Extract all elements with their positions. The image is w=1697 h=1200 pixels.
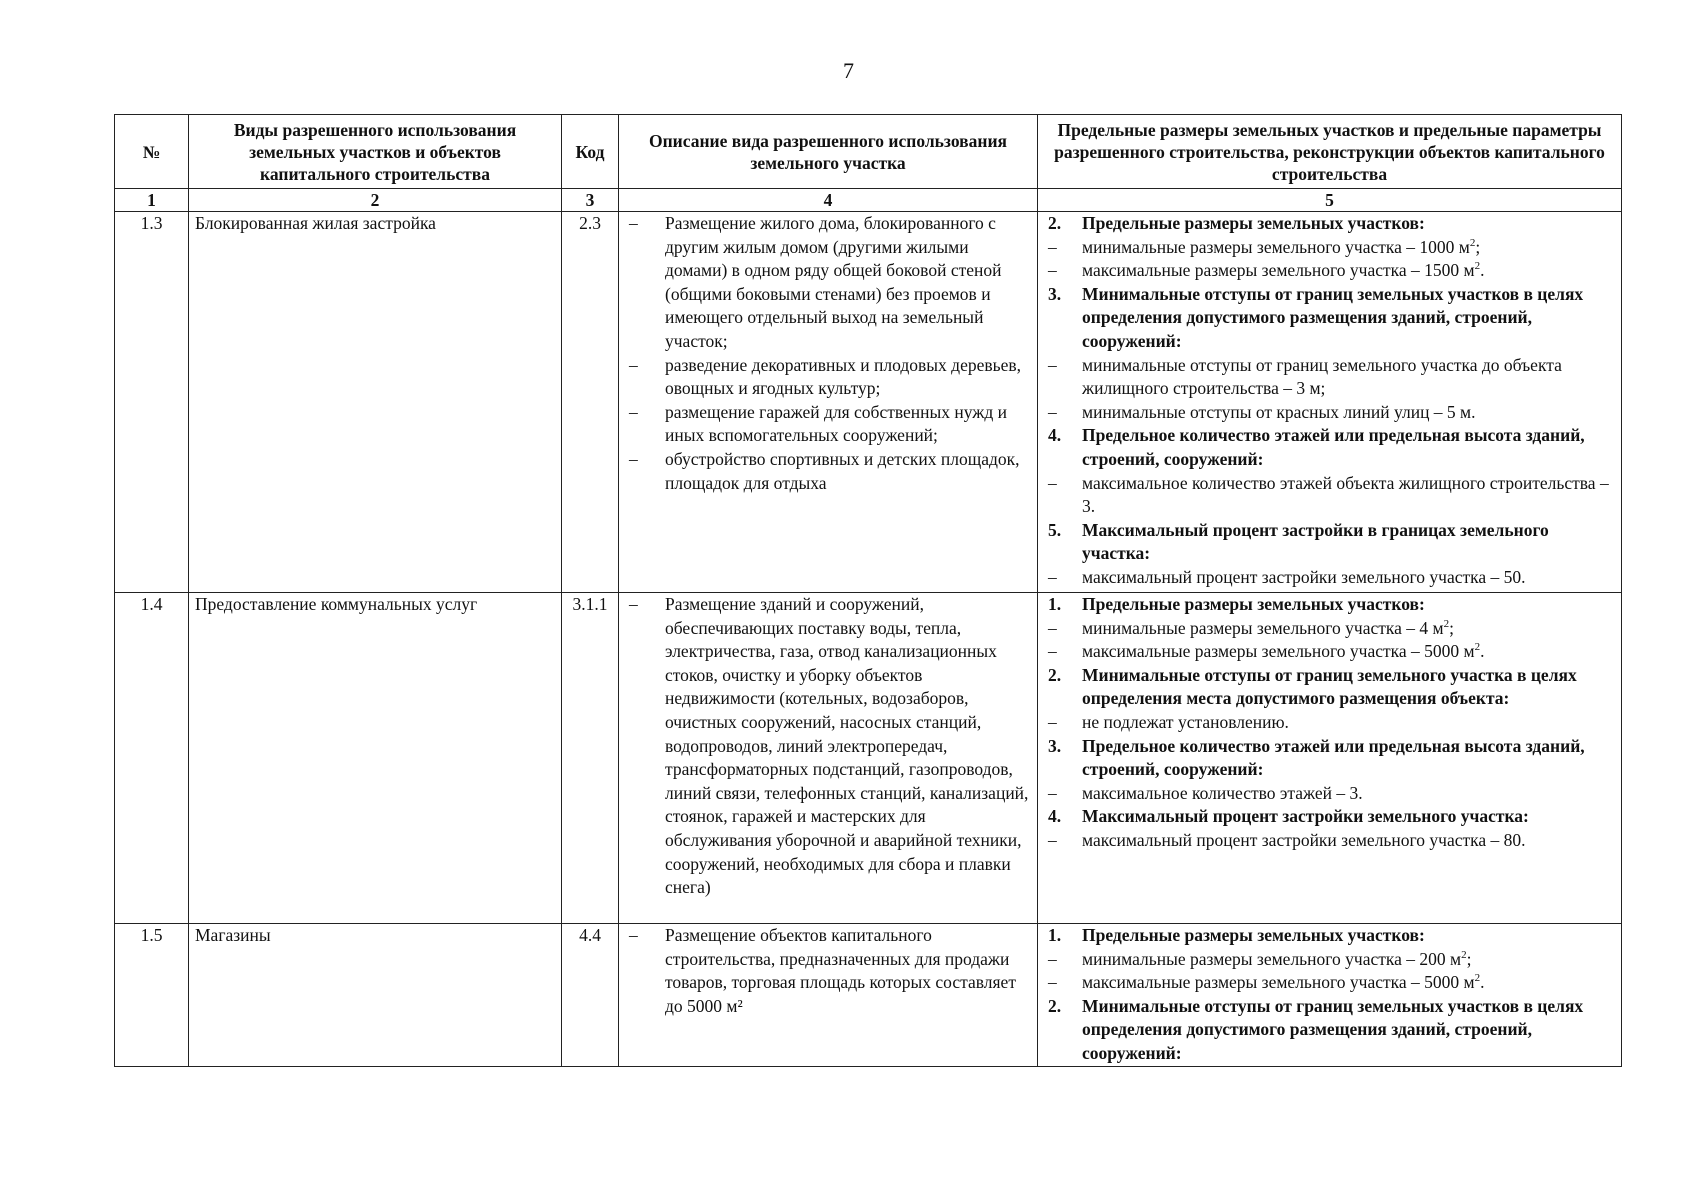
- header-num: №: [115, 115, 189, 189]
- table-body: [115, 212, 1622, 1067]
- use-code: 3.1.1: [562, 593, 619, 924]
- parameter-item: – максимальные размеры земельного участка – 5000 $м^2$.: [1048, 972, 1485, 993]
- parameter-heading: 5. Максимальный процент застройки в границах земельного участка:: [1048, 519, 1549, 564]
- use-description: [619, 924, 1038, 1067]
- use-description: [619, 593, 1038, 924]
- parameter-heading: 3. Минимальные отступы от границ земельных участков в целях определения допустимого размещения зданий, строений, сооружений:: [1048, 283, 1584, 351]
- page-number: 7: [843, 58, 854, 83]
- table-header-row: [115, 115, 1622, 189]
- parameter-item: – минимальные отступы от границ земельного участка до объекта жилищного строительства – 3 м;: [1048, 354, 1562, 399]
- column-number: 2: [189, 189, 562, 212]
- parameters-cell: [1038, 212, 1622, 593]
- header-kind: Виды разрешенного использования земельных участков и объектов капитального строительства: [189, 115, 562, 189]
- parameters-cell: [1038, 924, 1622, 1067]
- parameter-heading: 2. Минимальные отступы от границ земельного участка в целях определения места допустимого размещения объекта:: [1048, 664, 1577, 709]
- description-item: – Размещение объектов капитального строительства, предназначенных для продажи товаров, торговая площадь которых составляет до 5000 м²: [625, 924, 1031, 1018]
- parameter-heading: 4. Максимальный процент застройки земельного участка:: [1048, 806, 1529, 827]
- description-list: [625, 924, 1031, 1018]
- parameter-item: – максимальное количество этажей – 3.: [1048, 782, 1363, 803]
- description-item: – разведение декоративных и плодовых деревьев, овощных и ягодных культур;: [625, 354, 1031, 401]
- use-code: 4.4: [562, 924, 619, 1067]
- parameter-heading: 2. Минимальные отступы от границ земельных участков в целях определения допустимого размещения зданий, строений, сооружений:: [1048, 995, 1584, 1063]
- parameter-heading: 1. Предельные размеры земельных участков:: [1048, 594, 1425, 614]
- parameters-cell: [1038, 593, 1622, 924]
- parameter-item: – минимальные размеры земельного участка – 1000 $м^2$;: [1048, 236, 1481, 257]
- column-number: 5: [1038, 189, 1622, 212]
- use-kind-name: Магазины: [189, 924, 562, 1067]
- row-number: 1.3: [115, 212, 189, 593]
- parameter-item: – максимальные размеры земельного участка – 5000 $м^2$.: [1048, 641, 1485, 662]
- parameter-item: – не подлежат установлению.: [1048, 711, 1289, 732]
- use-kind-name: Блокированная жилая застройка: [189, 212, 562, 593]
- column-number-row: [115, 189, 1622, 212]
- header-params: Предельные размеры земельных участков и предельные параметры разрешенного строительства, реконструкции объектов капитального строительства: [1038, 115, 1622, 189]
- column-number: 4: [619, 189, 1038, 212]
- description-item: – обустройство спортивных и детских площадок, площадок для отдыха: [625, 448, 1031, 495]
- parameter-item: – максимальный процент застройки земельного участка – 80.: [1048, 829, 1526, 850]
- parameter-heading: 4. Предельное количество этажей или предельная высота зданий, строений, сооружений:: [1048, 425, 1585, 469]
- parameter-item: – максимальное количество этажей объекта жилищного строительства – 3.: [1048, 472, 1609, 517]
- use-description: [619, 212, 1038, 593]
- description-list: [625, 212, 1031, 495]
- parameter-item: – максимальные размеры земельного участка – 1500 $м^2$.: [1048, 260, 1485, 281]
- row-number: 1.4: [115, 593, 189, 924]
- parameter-heading: 2. Предельные размеры земельных участков:: [1048, 213, 1425, 233]
- use-kind-name: Предоставление коммунальных услуг: [189, 593, 562, 924]
- description-item: – размещение гаражей для собственных нужд и иных вспомогательных сооружений;: [625, 401, 1031, 448]
- description-item: – Размещение зданий и сооружений, обеспечивающих поставку воды, тепла, электричества, газа, отвод канализационных стоков, очистку и уборку объектов недвижимости (котельных, водозаборов, очистных сооружений, насосных станций, водопроводов, линий электропередач, трансформаторных подстанций, газопроводов, линий связи, телефонных станций, канализаций, стоянок, гаражей и мастерских для обслуживания уборочной и аварийной техники, сооружений, необходимых для сбора и плавки снега): [625, 593, 1031, 900]
- header-code: Код: [562, 115, 619, 189]
- parameter-heading: 1. Предельные размеры земельных участков:: [1048, 925, 1425, 945]
- description-list: [625, 593, 1031, 900]
- land-use-table: [114, 114, 1622, 1067]
- column-number: 1: [115, 189, 189, 212]
- table-row: [115, 593, 1622, 924]
- parameter-item: – минимальные размеры земельного участка – 200 $м^2$;: [1048, 948, 1472, 969]
- column-number: 3: [562, 189, 619, 212]
- parameter-item: – минимальные размеры земельного участка – 4 $м^2$;: [1048, 617, 1454, 638]
- header-desc: Описание вида разрешенного использования земельного участка: [619, 115, 1038, 189]
- row-number: 1.5: [115, 924, 189, 1067]
- table-row: [115, 924, 1622, 1067]
- table-row: [115, 212, 1622, 593]
- use-code: 2.3: [562, 212, 619, 593]
- description-item: – Размещение жилого дома, блокированного с другим жилым домом (другими жилыми домами) в одном ряду общей боковой стеной (общими боковыми стенами) без проемов и имеющего отдельный выход на земельный участок;: [625, 212, 1031, 354]
- parameter-item: – максимальный процент застройки земельного участка – 50.: [1048, 566, 1526, 587]
- parameter-item: – минимальные отступы от красных линий улиц – 5 м.: [1048, 401, 1476, 422]
- parameter-heading: 3. Предельное количество этажей или предельная высота зданий, строений, сооружений:: [1048, 735, 1585, 780]
